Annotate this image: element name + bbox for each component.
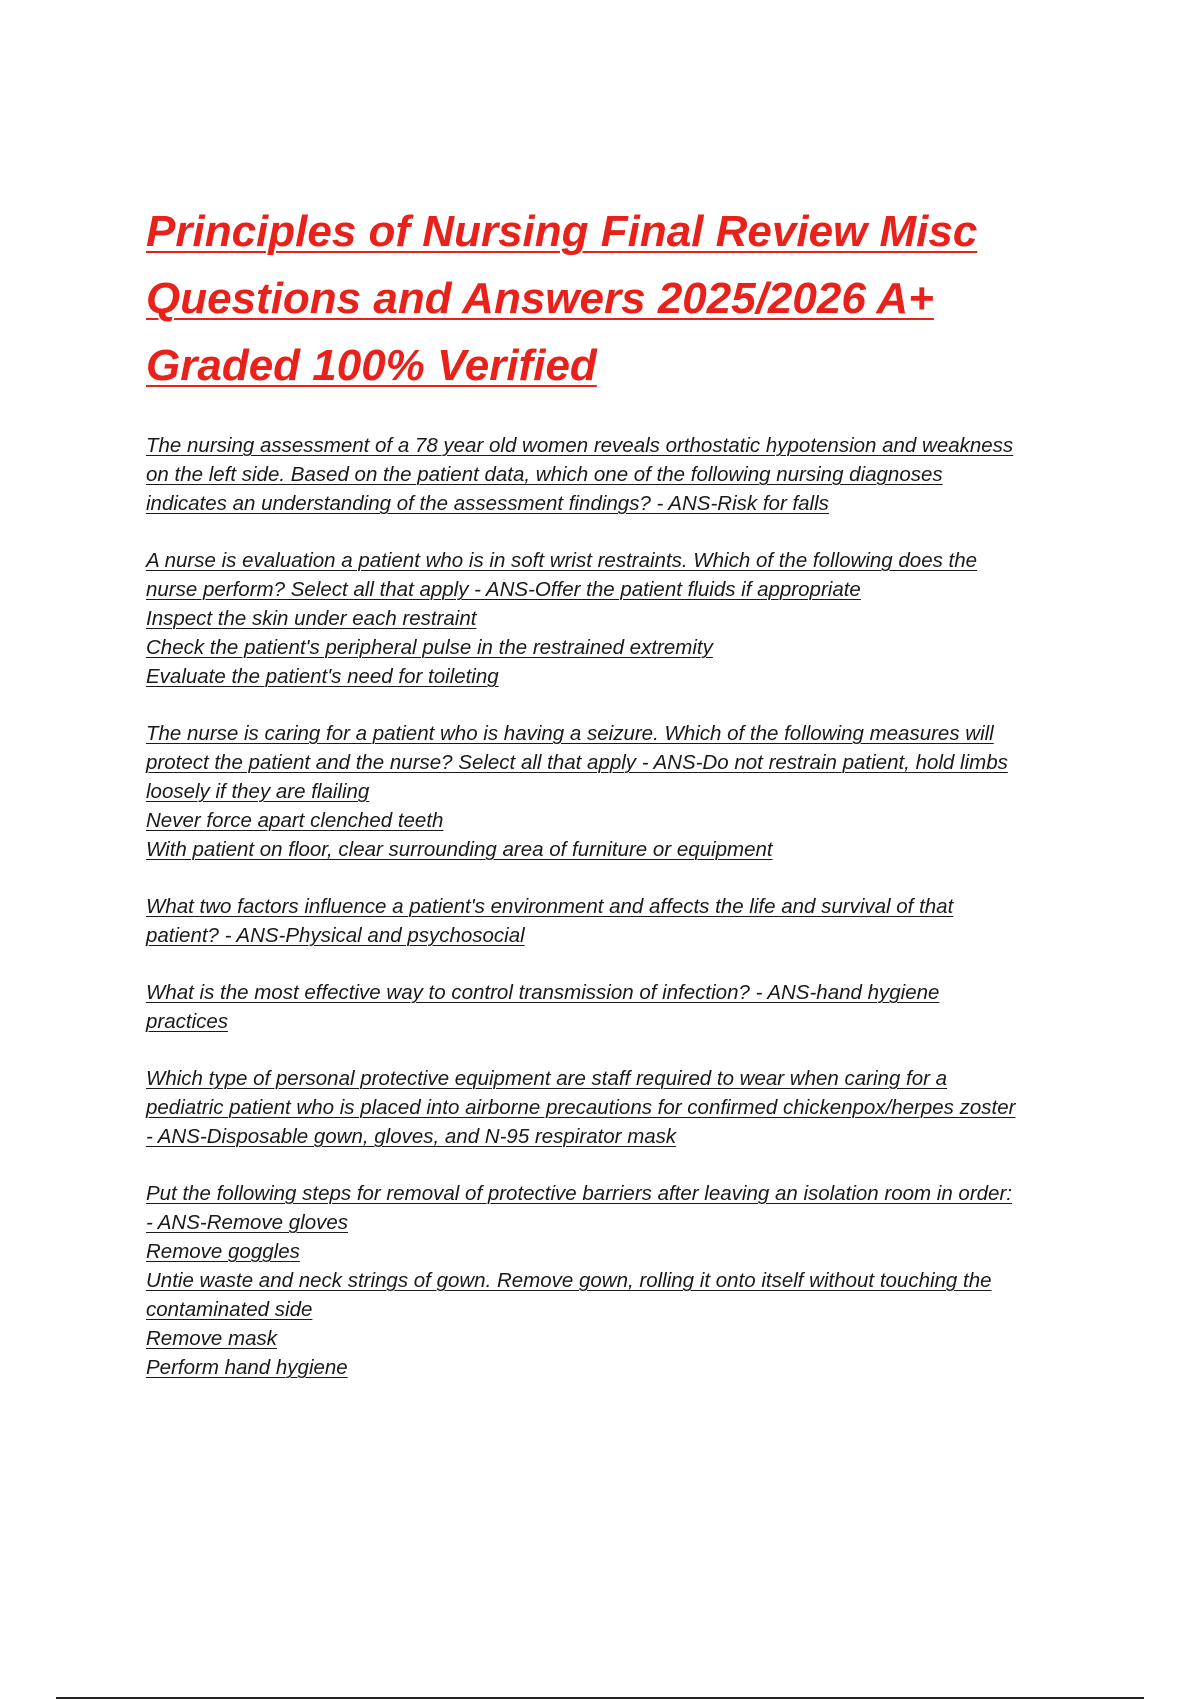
- footer-divider: [56, 1697, 1144, 1699]
- qa-line: on the left side. Based on the patient data, which one of the following nursing diagnoses: [146, 463, 943, 486]
- title-line: Graded 100% Verified: [146, 341, 597, 390]
- qa-line: The nursing assessment of a 78 year old women reveals orthostatic hypotension and weakness: [146, 434, 1014, 457]
- qa-line: Check the patient's peripheral pulse in the restrained extremity: [146, 636, 713, 659]
- qa-line: Never force apart clenched teeth: [146, 809, 444, 832]
- qa-line: A nurse is evaluation a patient who is in soft wrist restraints. Which of the following does the: [146, 549, 978, 572]
- document-page: [146, 198, 1096, 1410]
- qa-block-infection-control: [146, 978, 1096, 1036]
- qa-line: Which type of personal protective equipment are staff required to wear when caring for a: [146, 1067, 948, 1090]
- qa-line: Remove mask: [146, 1327, 278, 1350]
- qa-line: Remove goggles: [146, 1240, 300, 1263]
- qa-line: Put the following steps for removal of protective barriers after leaving an isolation room in order:: [146, 1182, 1012, 1205]
- qa-block-seizure: [146, 719, 1096, 864]
- qa-line: patient? - ANS-Physical and psychosocial: [146, 924, 525, 947]
- page-title: [146, 198, 1096, 399]
- qa-line: What two factors influence a patient's environment and affects the life and survival of that: [146, 895, 954, 918]
- qa-block-fall-risk: [146, 431, 1096, 518]
- qa-block-ppe: [146, 1064, 1096, 1151]
- qa-line: protect the patient and the nurse? Select all that apply - ANS-Do not restrain patient, hold limbs: [146, 751, 1008, 774]
- qa-line: The nurse is caring for a patient who is having a seizure. Which of the following measures will: [146, 722, 994, 745]
- qa-line: pediatric patient who is placed into airborne precautions for confirmed chickenpox/herpes zoster: [146, 1096, 1016, 1119]
- qa-line: Perform hand hygiene: [146, 1356, 348, 1379]
- qa-line: nurse perform? Select all that apply - ANS-Offer the patient fluids if appropriate: [146, 578, 861, 601]
- qa-line: - ANS-Remove gloves: [146, 1211, 349, 1234]
- qa-line: With patient on floor, clear surrounding area of furniture or equipment: [146, 838, 773, 861]
- qa-line: Untie waste and neck strings of gown. Remove gown, rolling it onto itself without touching the: [146, 1269, 992, 1292]
- title-line: Principles of Nursing Final Review Misc: [146, 207, 978, 256]
- qa-line: indicates an understanding of the assessment findings? - ANS-Risk for falls: [146, 492, 829, 515]
- qa-line: practices: [146, 1010, 229, 1033]
- qa-list: [146, 431, 1096, 1382]
- qa-block-environment: [146, 892, 1096, 950]
- qa-line: What is the most effective way to control transmission of infection? - ANS-hand hygiene: [146, 981, 940, 1004]
- qa-line: - ANS-Disposable gown, gloves, and N-95 respirator mask: [146, 1125, 677, 1148]
- qa-block-restraints: [146, 546, 1096, 691]
- qa-line: contaminated side: [146, 1298, 313, 1321]
- qa-line: Inspect the skin under each restraint: [146, 607, 477, 630]
- qa-line: Evaluate the patient's need for toileting: [146, 665, 499, 688]
- qa-block-barrier-removal: [146, 1179, 1096, 1382]
- title-line: Questions and Answers 2025/2026 A+: [146, 274, 934, 323]
- qa-line: loosely if they are flailing: [146, 780, 370, 803]
